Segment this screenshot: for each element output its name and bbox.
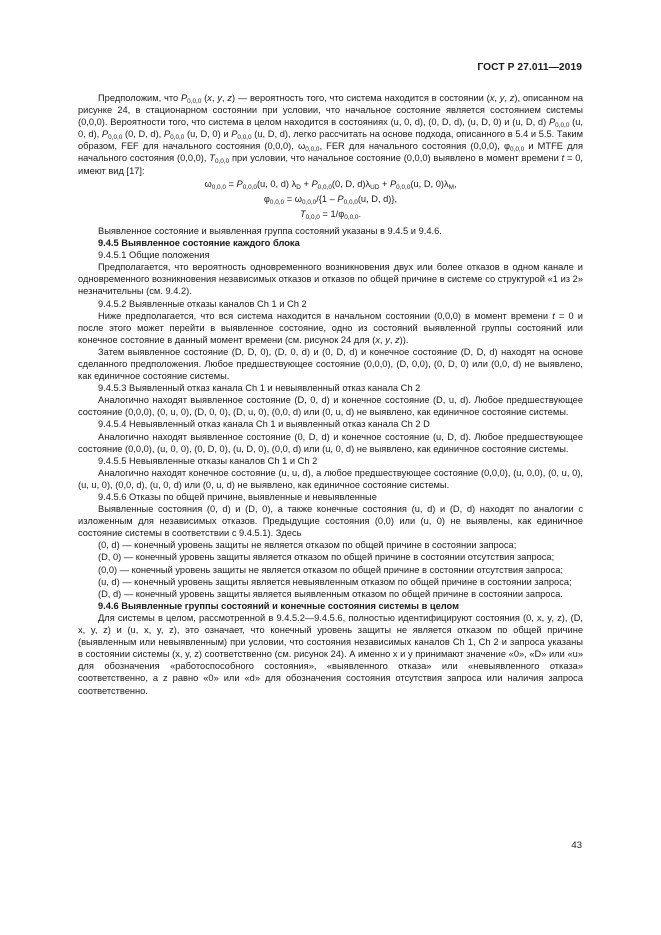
paragraph: (D, d) — конечный уровень защиты является выявленным отказом по общей причине в состоянии запроса. — [98, 588, 563, 599]
paragraph: (0, d) — конечный уровень защиты не является отказом по общей причине в состоянии запроса; — [98, 540, 517, 551]
paragraph: 9.4.5.2 Выявленные отказы каналов Ch 1 и Ch 2 — [98, 298, 307, 309]
paragraph: Ниже предполагается, что вся система находится в начальном состоянии (0,0,0) в момент времени t = 0 и после этого может перейти в выявленное состояние, одно из состояний выявленной группы состояний или конечное состояние в данный момент времени (см. рисунок 24 для (x, y, z)). — [78, 310, 583, 345]
paragraph: 9.4.5.3 Выявленный отказ канала Ch 1 и невыявленный отказ канала Ch 2 — [98, 383, 421, 394]
formula: $T_{0,0,0} = 1/\varphi_{0,0,0}$. — [299, 208, 362, 221]
paragraph: Аналогично находят конечное состояние (u, u, d), а любое предшествующее состояние (0,0,0), (u, 0,0), (0, u, 0), (u, u, 0), (0,0, d), (u, 0, d) или (0, u, d) не выявлено, как единичное состояние системы. — [78, 467, 583, 490]
paragraph: Аналогично находят выявленное состояние (0, D, d) и конечное состояние (u, D, d). Любое предшествующее состояние (0,0,0), (u, 0, 0), (0, D, 0), (u, D, 0), (0,0, d) или (u, 0, d) не выявлено, как единичное состояние системы. — [78, 431, 583, 454]
section-heading: 9.4.5 Выявленное состояние каждого блока — [98, 238, 300, 249]
paragraph: 9.4.5.1 Общие положения — [98, 250, 210, 261]
page-number: 43 — [571, 839, 582, 851]
paragraph: Выявленные состояния (0, d) и (D, 0), а также конечные состояния (u, d) и (D, d) находят по аналогии с изложенным для независимых отказов. Предыдущие состояния (0,0) или (u, 0) не выявлены, как единичное состояние системы в соответствии с 9.4.5.1). Здесь — [78, 504, 583, 539]
paragraph: 9.4.5.6 Отказы по общей причине, выявленные и невыявленные — [98, 492, 377, 502]
paragraph: Предположим, что $P_{0,0,0}$ (x, y, z) — вероятность того, что система находится в состоянии (x, y, z), описанном на рисунке 24, в стационарном состоянии при условии, что начальное состояние является состоянием системы (0,0,0). Вероятности того, что система в целом находится в состояниях (u, 0, d), (0, D, d), (u, D, 0) и (u, D, d) $P_{0,0,0}$ (u, 0, d), $P_{0,0,0}$ (0, D, d), $P_{0,0,0}$ (u, D, 0) и $P_{0,0,0}$ (u, D, d), легко рассчитать на основе подхода, описанного в 5.4 и 5.5. Таким образом, FEF для начального состояния (0,0,0), $\omega_{0,0,0}$, FER для начального состояния (0,0,0), $\varphi_{0,0,0}$ и MTFE для начального состояния (0,0,0), $T_{0,0,0}$ при условии, что начальное состояние (0,0,0) выявлено в момент времени t = 0, имеют вид [17]: — [78, 93, 584, 176]
paragraph: (D, 0) — конечный уровень защиты является отказом по общей причине в состоянии отсутствия запроса; — [98, 552, 555, 563]
paragraph: 9.4.5.4 Невыявленный отказ канала Ch 1 и выявленный отказ канала Ch 2 D — [98, 419, 430, 430]
paragraph: 9.4.5.5 Невыявленные отказы каналов Ch 1 и Ch 2 — [98, 455, 318, 466]
document-body — [78, 92, 583, 697]
formula: $\varphi_{0,0,0} = \omega_{0,0,0}/\{1 - P_{0,0,0}(u$, D, d)}, — [263, 193, 398, 206]
formula: $\omega_{0,0,0} = P_{0,0,0}(u$, 0, d) $\lambda_D + P_{0,0,0}(0$, D, $d)\lambda_{UD} + P_{0,0,0}(u$, D, $0)\lambda_M$, — [204, 178, 457, 191]
paragraph: Затем выявленное состояние (D, D, 0), (D, 0, d) и (0, D, d) и конечное состояние (D, D, d) находят на основе сделанного предположения. Любое предшествующее состояние (0,0,0), (D, 0,0), (0, D, 0) или (0,0, d) не выявлено, как единичное состояние системы. — [78, 346, 583, 382]
paragraph: Для системы в целом, рассмотренной в 9.4.5.2—9.4.5.6, полностью идентифицируют состояния (0, x, y, z), (D, x, y, z) и (u, x, y, z), это означает, что конечный уровень защиты не является отказом по общей причине (выявленным или невыявленным) при условии, что состояния независимых каналов Ch 1, Ch 2 и запроса указаны в состоянии системы (x, y, z) соответственно (см. рисунок 24). А именно x и y принимают значение «0», «D» или «u» для обозначения «работоспособного состояния», «выявленного отказа» или «невыявленного отказа» соответственно, а z равно «0» или «d» для обозначения состояния отсутствия запроса или наличия запроса соответственно. — [78, 612, 583, 696]
paragraph: Предполагается, что вероятность одновременного возникновения двух или более отказов в одном канале и одновременного возникновения независимых отказов и отказов по общей причине в системе со структурой «1 из 2» незначительны (см. 9.4.2). — [78, 262, 583, 297]
paragraph: Выявленное состояние и выявленная группа состояний указаны в 9.4.5 и 9.4.6. — [98, 225, 442, 236]
paragraph: (u, d) — конечный уровень защиты является невыявленным отказом по общей причине в состоянии запроса; — [98, 576, 572, 587]
paragraph: (0,0) — конечный уровень защиты не является отказом по общей причине в состоянии отсутствия запроса; — [98, 564, 563, 575]
standard-code-header: ГОСТ Р 27.011—2019 — [477, 62, 582, 73]
section-heading: 9.4.6 Выявленные группы состояний и конечные состояния системы в целом — [98, 600, 459, 611]
paragraph: Аналогично находят выявленное состояние (D, 0, d) и конечное состояние (D, u, d). Любое предшествующее состояние (0,0,0), (0, u, 0), (D, 0, 0), (D, u, 0), (0,0, d) или (0, u, d) не выявлено, как единичное состояние системы. — [78, 395, 583, 418]
